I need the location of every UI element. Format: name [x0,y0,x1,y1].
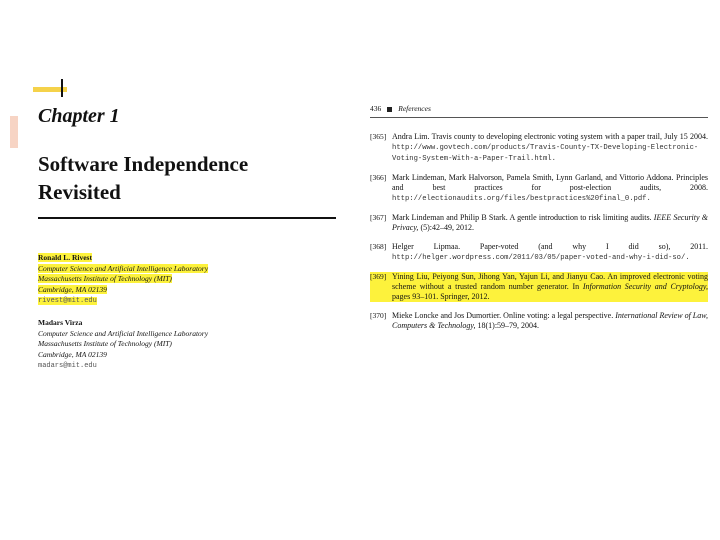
title-line-1: Software Independence [38,152,249,176]
decorative-tick [61,79,63,97]
reference-tail: pages 93–101. Springer, 2012. [392,292,490,301]
reference-url[interactable]: http://helger.wordpress.com/2011/03/05/paper-voted-and-why-i-did-so/. [392,254,690,262]
author-name: Ronald L. Rivest [38,253,92,262]
reference-text: Mieke Loncke and Jos Dumortier. Online voting: a legal perspective. [392,311,614,320]
reference-entry [370,311,708,331]
page-header [370,104,708,118]
author-block-rivest [38,253,208,307]
square-bullet-icon [387,107,392,112]
reference-text: Andra Lim. Travis county to developing electronic voting system with a paper trail, July 15 2004. [392,132,708,141]
reference-venue: Information Security and Cryptology, [582,282,709,291]
author-city: Cambridge, MA 02139 [38,284,107,294]
reference-body [392,242,708,263]
author-name: Madars Virza [38,318,83,327]
reference-text: Mark Lindeman and Philip B Stark. A gentle introduction to risk limiting audits. [392,213,652,222]
chapter-label: Chapter 1 [38,105,120,127]
decorative-side-bar [10,116,18,148]
author-affiliation-2: Massachusetts Institute of Technology (MIT) [38,339,172,348]
author-block-virza [38,318,208,372]
reference-number: [366] [370,173,387,182]
reference-body [392,132,708,164]
paper-title [38,150,358,206]
reference-text: Mark Lindeman, Mark Halvorson, Pamela Smith, Lynn Garland, and Vittorio Addona. Principles and best practices for post-election audits, 2008. [392,173,708,192]
reference-tail: 18(1):59–79, 2004. [477,321,540,330]
author-affiliation-1: Computer Science and Artificial Intelligence Laboratory [38,263,209,273]
author-email: madars@mit.edu [38,362,97,370]
reference-body [392,311,708,331]
reference-number: [365] [370,132,387,141]
page-number: 436 [370,104,382,113]
reference-entry [370,132,708,164]
reference-number: [370] [370,311,387,320]
reference-text: Helger Lipmaa. Paper-voted (and why I did so), 2011. [392,242,708,251]
author-affiliation-2: Massachusetts Institute of Technology (MIT) [38,274,172,283]
reference-number: [369] [370,272,392,302]
reference-body [392,272,708,302]
reference-number: [367] [370,213,387,222]
reference-entry [370,242,708,263]
reference-entry [370,213,708,233]
reference-text: Yining Liu, Peiyong Sun, Jihong Yan, Yajun Li, and Jianyu Cao. An improved electronic voting scheme without a trusted random number generator. In [392,272,708,291]
section-title: References [398,104,431,113]
title-line-2: Revisited [38,180,121,204]
author-email: rivest@mit.edu [38,297,97,305]
reference-body [392,173,708,204]
reference-body [392,213,708,233]
references-page [370,104,708,340]
reference-tail: (5):42–49, 2012. [420,223,474,232]
reference-url[interactable]: http://electionaudits.org/files/bestpractices%20final_0.pdf. [392,195,651,203]
reference-number: [368] [370,242,387,251]
reference-venue: International Review of Law, Computers & Technology, [392,311,708,330]
reference-venue: IEEE Security & Privacy, [392,213,709,232]
reference-entry-highlighted [370,272,708,302]
author-affiliation-1: Computer Science and Artificial Intelligence Laboratory [38,328,209,338]
reference-entry [370,173,708,204]
title-rule [38,217,336,219]
reference-url[interactable]: http://www.govtech.com/products/Travis-County-TX-Developing-Electronic-Voting-System-With-a-Paper-Trail.html. [392,144,699,163]
author-city: Cambridge, MA 02139 [38,349,107,359]
